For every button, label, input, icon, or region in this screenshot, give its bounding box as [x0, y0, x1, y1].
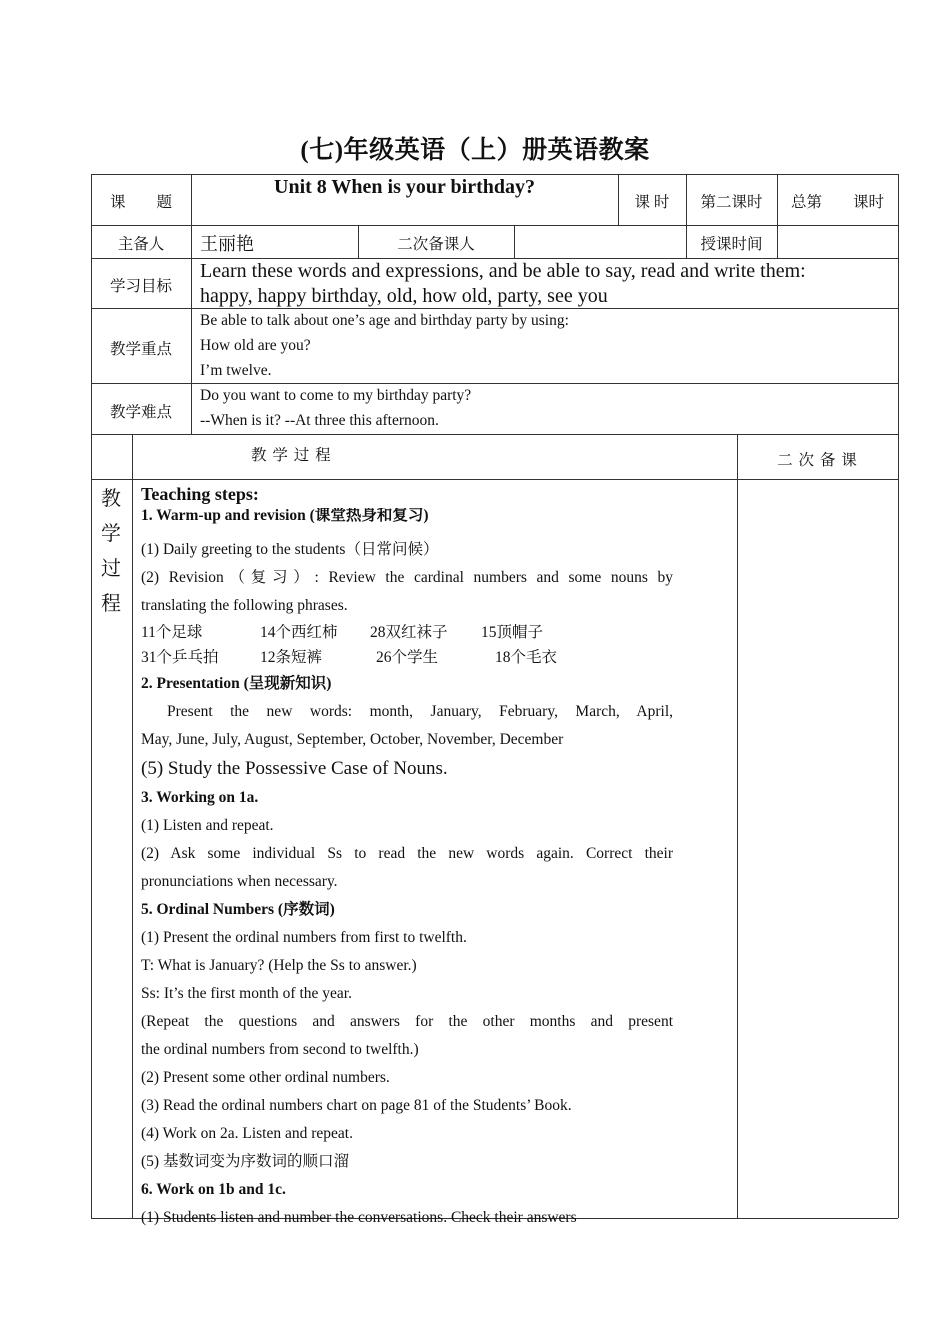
phrase: 12条短裤 — [260, 649, 323, 666]
step-2-line: (5) Study the Possessive Case of Nouns. — [141, 758, 448, 779]
phrase: 26个学生 — [376, 649, 439, 666]
period-label: 课 时 — [634, 194, 670, 211]
key-points-label: 教学重点 — [109, 341, 172, 358]
step-3-line: (1) Listen and repeat. — [141, 817, 274, 834]
phrase-row — [141, 645, 673, 670]
key-points-line-3: I’m twelve. — [200, 362, 272, 379]
goals-line-2: happy, happy birthday, old, how old, party, see you — [200, 285, 608, 307]
teaching-steps — [141, 484, 673, 1232]
step-2-line: May, June, July, August, September, October, November, December — [141, 731, 564, 748]
step-5-line: (2) Present some other ordinal numbers. — [141, 1069, 390, 1086]
step-3-title: 3. Working on 1a. — [141, 789, 259, 806]
step-5-line: T: What is January? (Help the Ss to answer.) — [141, 957, 417, 974]
phrase: 15顶帽子 — [481, 624, 544, 641]
step-5-line: the ordinal numbers from second to twelfth.) — [141, 1041, 419, 1058]
step-3-line: pronunciations when necessary. — [141, 873, 338, 890]
step-6-line: (1) Students listen and number the conversations. Check their answers — [141, 1209, 577, 1226]
step-5-line: (5) 基数词变为序数词的顺口溜 — [141, 1153, 349, 1170]
process-vertical-label: 教 学 过 程 — [101, 488, 121, 615]
phrase: 31个乒乓拍 — [141, 649, 219, 666]
step-5-line: (1) Present the ordinal numbers from first to twelfth. — [141, 929, 467, 946]
difficulties-line-2: --When is it? --At three this afternoon. — [200, 412, 439, 429]
step-6-title: 6. Work on 1b and 1c. — [141, 1181, 286, 1198]
phrase: 14个西红柿 — [260, 624, 338, 641]
goals-line-1: Learn these words and expressions, and be able to say, read and write them: — [200, 260, 806, 282]
goals-label: 学习目标 — [109, 278, 172, 295]
step-2-line: Present the new words: month, January, February, March, April, — [167, 703, 673, 720]
step-5-title: 5. Ordinal Numbers (序数词) — [141, 901, 335, 918]
step-5-line: Ss: It’s the first month of the year. — [141, 985, 352, 1002]
step-1-line: (2) Revision（复习）: Review the cardinal numbers and some nouns by — [141, 569, 673, 586]
phrase: 11个足球 — [141, 624, 203, 641]
phrase: 18个毛衣 — [495, 649, 558, 666]
step-1-line: (1) Daily greeting to the students（日常问候） — [141, 541, 439, 558]
phrase-row — [141, 620, 673, 645]
difficulties-line-1: Do you want to come to my birthday party? — [200, 387, 472, 404]
unit-title: Unit 8 When is your birthday? — [274, 176, 535, 198]
total-period-label: 总第 课时 — [790, 194, 884, 211]
step-1-line: translating the following phrases. — [141, 597, 348, 614]
second-prep-notes-header: 二 次 备 课 — [777, 452, 858, 469]
process-header: 教 学 过 程 — [251, 447, 332, 464]
step-5-line: (4) Work on 2a. Listen and repeat. — [141, 1125, 353, 1142]
key-points-line-1: Be able to talk about one’s age and birthday party by using: — [200, 312, 569, 329]
steps-heading: Teaching steps: — [141, 484, 259, 504]
step-2-title: 2. Presentation (呈现新知识) — [141, 675, 332, 692]
lead-preparer-label: 主备人 — [117, 236, 165, 253]
period-value: 第二课时 — [700, 194, 763, 211]
phrase: 28双红袜子 — [370, 624, 448, 641]
step-3-line: (2) Ask some individual Ss to read the new words again. Correct their — [141, 845, 673, 862]
class-time-label: 授课时间 — [700, 236, 763, 253]
step-1-title: 1. Warm-up and revision (课堂热身和复习) — [141, 508, 429, 524]
page-title: (七)年级英语（上）册英语教案 — [300, 137, 650, 164]
key-points-line-2: How old are you? — [200, 337, 311, 354]
step-5-line: (3) Read the ordinal numbers chart on page 81 of the Students’ Book. — [141, 1097, 572, 1114]
difficulties-label: 教学难点 — [109, 404, 172, 421]
second-preparer-label: 二次备课人 — [397, 236, 475, 253]
topic-label: 课 题 — [109, 194, 172, 211]
step-5-line: (Repeat the questions and answers for the other months and present — [141, 1013, 673, 1030]
lead-preparer-value: 王丽艳 — [200, 234, 254, 254]
